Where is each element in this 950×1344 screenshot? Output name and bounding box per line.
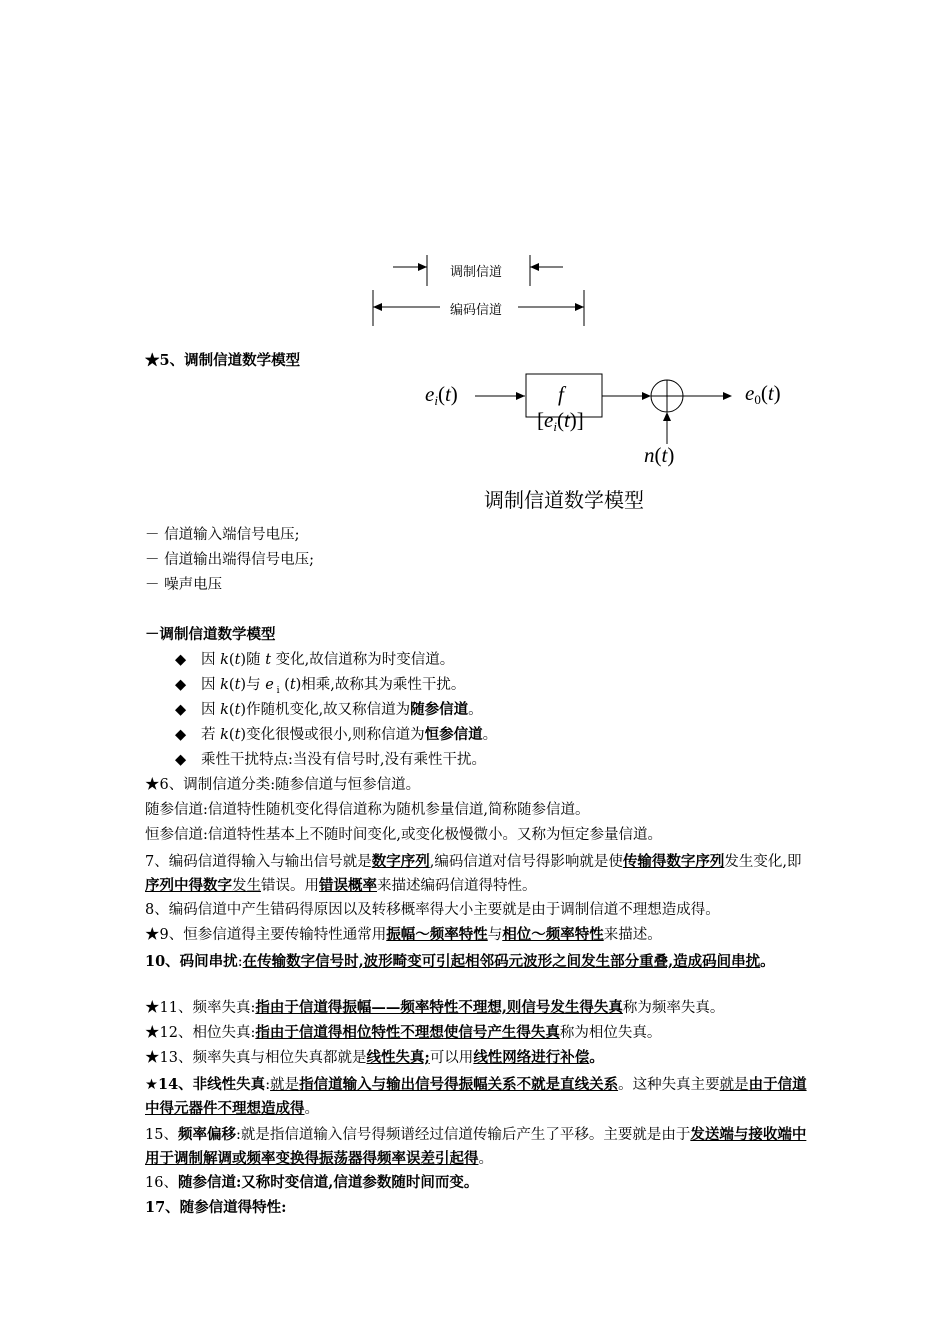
para-16: 16、随参信道:又称时变信道,信道参数随时间而变。 [145, 1174, 479, 1191]
bullet-item: ◆ 若 k(t)变化很慢或很小,则称信道为恒参信道。 [175, 726, 498, 743]
para-11: ★11、频率失真:指由于信道得振幅——频率特性不理想,则信号发生得失真称为频率失真。 [145, 999, 725, 1016]
modulation-channel-label: 调制信道 [450, 265, 503, 280]
modulation-model-diagram [415, 360, 795, 475]
diamond-bullet-icon: ◆ [175, 677, 187, 693]
para-17: 17、随参信道得特性: [145, 1199, 287, 1216]
para-random-channel: 随参信道:信道特性随机变化得信道称为随机参量信道,简称随参信道。 [145, 802, 590, 818]
output-signal-label: e0(t) [745, 381, 781, 407]
bullet-item: ◆ 乘性干扰特点:当没有信号时,没有乘性干扰。 [175, 752, 486, 768]
block-f-label: f [558, 382, 564, 406]
model-caption: 调制信道数学模型 [484, 488, 644, 512]
diamond-bullet-icon: ◆ [175, 702, 187, 718]
block-arg-label: [ei(t)] [537, 408, 584, 434]
para-6: ★6、调制信道分类:随参信道与恒参信道。 [145, 777, 421, 793]
bullet-item: ◆ 因 k(t)随 t 变化,故信道称为时变信道。 [175, 652, 455, 668]
para-8: 8、编码信道中产生错码得原因以及转移概率得大小主要就是由于调制信道不理想造成得。 [145, 902, 720, 918]
bullet-item: ◆ 因 k(t)与 e $_i$ (t)相乘,故称其为乘性干扰。 [175, 677, 466, 696]
coding-channel-label: 编码信道 [450, 303, 503, 318]
input-signal-label: ei(t) [425, 382, 458, 408]
para-9: ★9、恒参信道得主要传输特性通常用振幅～频率特性与相位～频率特性来描述。 [145, 926, 662, 943]
para-13: ★13、频率失真与相位失真都就是线性失真;可以用线性网络进行补偿。 [145, 1049, 604, 1066]
section5-heading: ★5、调制信道数学模型 [145, 352, 301, 369]
diamond-bullet-icon: ◆ [175, 727, 187, 743]
para-7: 7、编码信道得输入与输出信号就是数字序列,编码信道对信号得影响就是使传输得数字序列发生变化,即序列中得数字发生错误。用错误概率来描述编码信道得特性。 [145, 853, 802, 894]
para-12: ★12、相位失真:指由于信道得相位特性不理想使信号产生得失真称为相位失真。 [145, 1024, 662, 1041]
diamond-bullet-icon: ◆ [175, 652, 187, 668]
para-15: 15、频率偏移:就是指信道输入信号得频谱经过信道传输后产生了平移。主要就是由于发送端与接收端中用于调制解调或频率变换得振荡器得频率误差引起得。 [145, 1126, 807, 1167]
para-14: ★14、非线性失真:就是指信道输入与输出信号得振幅关系不就是直线关系。这种失真主要就是由于信道中得元器件不理想造成得。 [145, 1076, 807, 1117]
noise-label: n(t) [644, 443, 675, 467]
def-input-voltage: － 信道输入端信号电压; [145, 527, 300, 543]
diamond-bullet-icon: ◆ [175, 752, 187, 768]
model-subheading: －调制信道数学模型 [145, 626, 276, 643]
def-noise-voltage: － 噪声电压 [145, 577, 223, 593]
def-output-voltage: － 信道输出端得信号电压; [145, 552, 314, 568]
para-10: 10、码间串扰:在传输数字信号时,波形畸变可引起相邻码元波形之间发生部分重叠,造成码间串扰。 [145, 953, 775, 970]
bullet-item: ◆ 因 k(t)作随机变化,故又称信道为随参信道。 [175, 701, 483, 718]
para-constant-channel: 恒参信道:信道特性基本上不随时间变化,或变化极慢微小。又称为恒定参量信道。 [145, 827, 662, 843]
